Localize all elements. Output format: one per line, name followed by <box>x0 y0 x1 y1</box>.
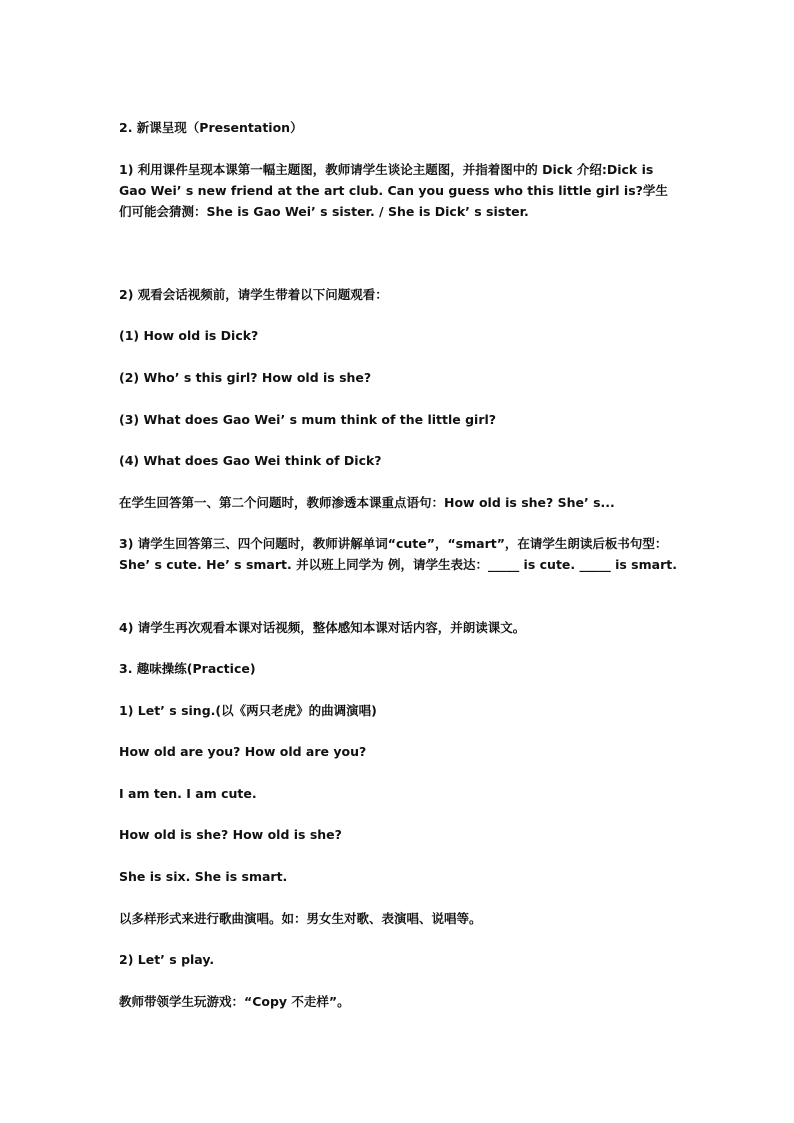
paragraph-8: 2) Let’ s play. <box>119 952 215 967</box>
song-line-1: How old are you? How old are you? <box>119 744 367 759</box>
paragraph-5: 4) 请学生再次观看本课对话视频，整体感知本课对话内容，并朗读课文。 <box>119 620 526 635</box>
question-3: (3) What does Gao Wei’ s mum think of the little girl? <box>119 412 497 427</box>
paragraph-6: 1) Let’ s sing.(以《两只老虎》的曲调演唱) <box>119 703 377 718</box>
paragraph-7: 以多样形式来进行歌曲演唱。如：男女生对歌、表演唱、说唱等。 <box>119 911 482 926</box>
practice-heading: 3. 趣味操练(Practice) <box>119 661 256 676</box>
question-4: (4) What does Gao Wei think of Dick? <box>119 453 382 468</box>
presentation-heading: 2. 新课呈现（Presentation） <box>119 120 303 135</box>
paragraph-1: 1) 利用课件呈现本课第一幅主题图，教师请学生谈论主题图，并指着图中的 Dick 介绍:Dick is Gao Wei’ s new friend at the art club. Can you guess who this little girl is?学生们可能会猜测：She is Gao Wei’ s sister. / She is Dick’ s sister. <box>119 162 668 219</box>
paragraph-2: 2) 观看会话视频前，请学生带着以下问题观看： <box>119 287 388 302</box>
song-line-2: I am ten. I am cute. <box>119 786 257 801</box>
paragraph-4: 3) 请学生回答第三、四个问题时，教师讲解单词“cute”，“smart”，在请学生朗读后板书句型：She’ s cute. He’ s smart. 并以班上同学为 例，请学生表达：_____ is cute. _____ is smart. <box>119 536 677 572</box>
song-line-4: She is six. She is smart. <box>119 869 288 884</box>
paragraph-3: 在学生回答第一、第二个问题时，教师渗透本课重点语句：How old is she? She’ s... <box>119 495 615 510</box>
question-2: (2) Who’ s this girl? How old is she? <box>119 370 372 385</box>
question-1: (1) How old is Dick? <box>119 328 259 343</box>
song-line-3: How old is she? How old is she? <box>119 827 342 842</box>
paragraph-9: 教师带领学生玩游戏：“Copy 不走样”。 <box>119 994 350 1009</box>
